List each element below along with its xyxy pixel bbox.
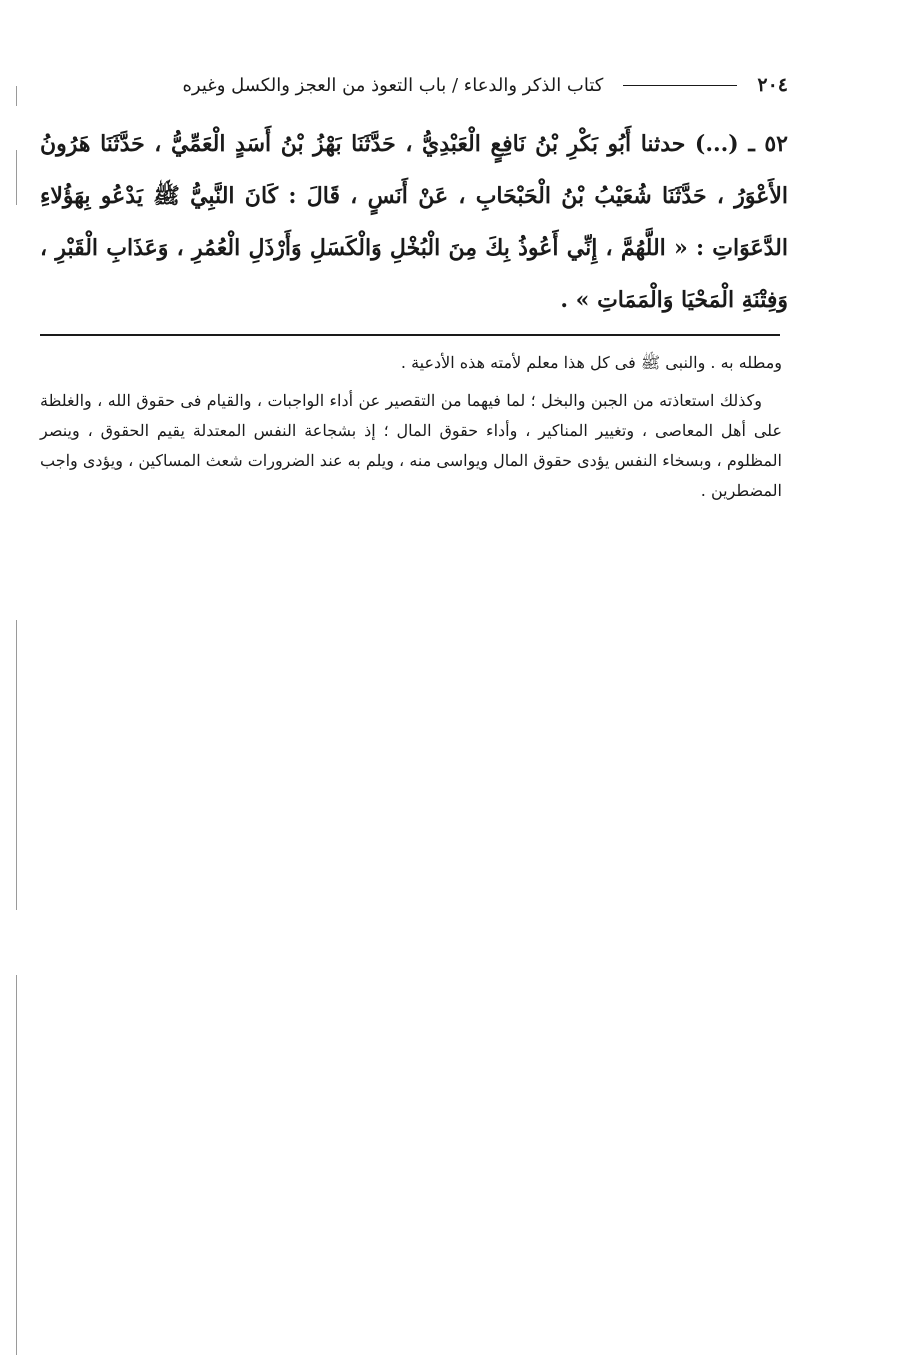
scan-edge-mark <box>16 975 17 1355</box>
hadith-text-block <box>40 118 788 326</box>
commentary-line: ومطله به . والنبى ﷺ فى كل هذا معلم لأمته هذه الأدعية . <box>400 353 782 372</box>
running-header <box>40 72 788 98</box>
footnote-separator <box>40 334 780 336</box>
scan-edge-mark <box>16 150 17 205</box>
page-number: ٢٠٤ <box>757 74 788 96</box>
hadith-text: (...) حدثنا أَبُو بَكْرِ بْنُ نَافِعٍ الْعَبْدِيُّ ، حَدَّثَنَا بَهْزُ بْنُ أَسَدٍ الْعَمِّيُّ ، حَدَّثَنَا هَرُونُ الأَعْوَرُ ، حَدَّثَنَا شُعَيْبُ بْنُ الْحَبْحَابِ ، عَنْ أَنَسٍ ، قَالَ : كَانَ النَّبِيُّ ﷺ يَدْعُو بِهَؤُلاءِ الدَّعَوَاتِ : « اللَّهُمَّ ، إِنِّي أَعُوذُ بِكَ مِنَ الْبُخْلِ وَالْكَسَلِ وَأَرْذَلِ الْعُمُرِ ، وَعَذَابِ الْقَبْرِ ، وَفِتْنَةِ الْمَحْيَا وَالْمَمَاتِ » . <box>40 131 788 313</box>
scan-edge-mark <box>16 86 17 106</box>
commentary-block <box>40 348 782 506</box>
header-rule <box>623 85 737 86</box>
header-title: كتاب الذكر والدعاء / باب التعوذ من العجز والكسل وغيره <box>182 74 604 96</box>
hadith-number: ٥٢ ـ <box>748 131 788 157</box>
commentary-paragraph: وكذلك استعاذته من الجبن والبخل ؛ لما فيهما من التقصير عن أداء الواجبات ، والقيام فى حقوق الله ، والغلظة على أهل المعاصى ، وتغيير المناكير ، وأداء حقوق المال ؛ إذ بشجاعة النفس المعتدلة يقيم الحقوق ، وينصر المظلوم ، وبسخاء النفس يؤدى حقوق المال ويواسى منه ، ويلم به عند الضرورات شعث المساكين ، ويؤدى واجب المضطرين . <box>40 391 782 500</box>
scan-edge-mark <box>16 620 17 910</box>
